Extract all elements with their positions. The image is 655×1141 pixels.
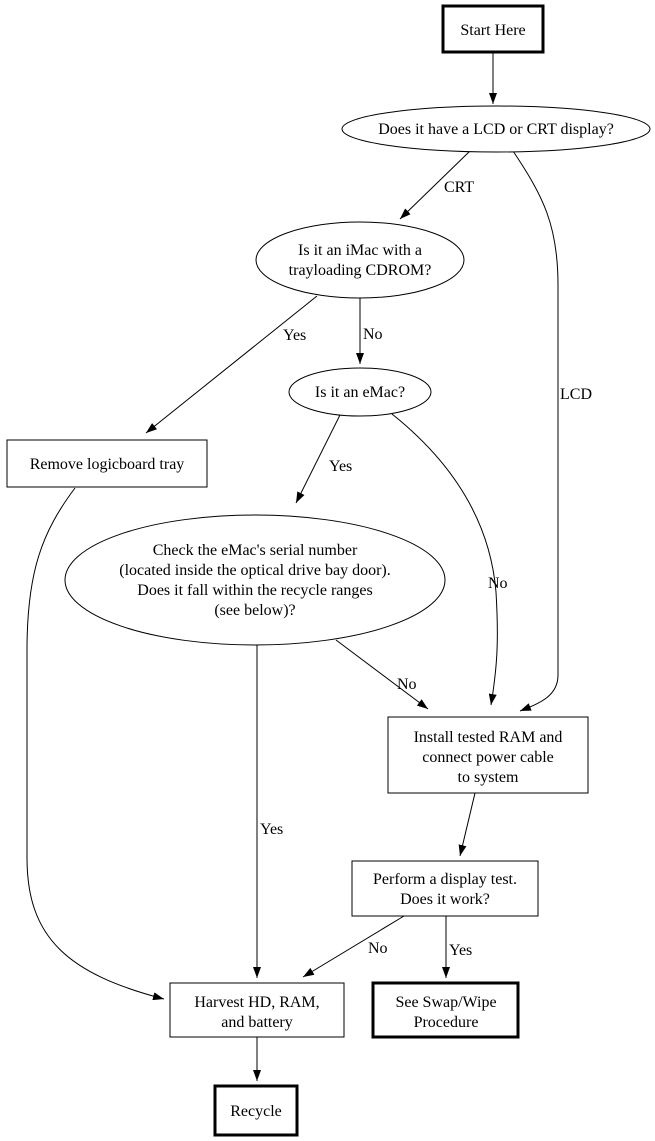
serial-check-ellipse — [65, 515, 445, 645]
edge-display-question-crt — [400, 151, 474, 219]
edge-test-no — [303, 916, 404, 977]
install-ram-label-line2: connect power cable — [422, 749, 554, 766]
display-question-label: Does it have a LCD or CRT display? — [378, 121, 614, 138]
edge-emac-yes — [296, 415, 352, 503]
node-display-test — [352, 861, 538, 916]
edge-trayloading-yes — [146, 296, 317, 433]
install-ram-label-line3: to system — [457, 769, 519, 786]
node-display-question — [342, 106, 650, 152]
edge-path — [513, 151, 558, 711]
start-here-label: Start Here — [460, 22, 526, 39]
edge-label-emac-no: No — [488, 575, 508, 592]
edge-serial-no — [336, 640, 428, 709]
trayloading-question-ellipse — [256, 222, 464, 298]
node-trayloading-question — [256, 222, 464, 298]
edge-trayloading-no — [360, 298, 383, 364]
node-harvest — [170, 983, 344, 1037]
serial-check-label-line1: Check the eMac's serial number — [152, 542, 358, 559]
harvest-label-line1: Harvest HD, RAM, — [194, 994, 320, 1011]
edge-path — [303, 916, 404, 977]
edge-display-question-lcd — [513, 151, 592, 711]
serial-check-label-line3: Does it fall within the recycle ranges — [137, 582, 373, 599]
node-install-ram — [388, 717, 588, 793]
edge-install-to-display-test — [460, 793, 475, 856]
edge-path — [336, 640, 428, 709]
edge-path — [146, 296, 317, 433]
edge-test-yes — [446, 916, 472, 978]
serial-check-label-line4: (see below)? — [214, 602, 296, 619]
swap-wipe-label-line2: Procedure — [413, 1014, 479, 1031]
node-recycle — [215, 1086, 297, 1135]
node-start-here — [443, 6, 543, 52]
node-emac-question — [289, 368, 431, 416]
recycle-label: Recycle — [230, 1103, 282, 1120]
edge-label-serial-yes: Yes — [260, 821, 284, 838]
edge-label-tray-no: No — [363, 326, 383, 343]
emac-question-label: Is it an eMac? — [314, 384, 406, 401]
display-test-label-line2: Does it work? — [400, 891, 490, 908]
edge-label-emac-yes: Yes — [329, 458, 353, 475]
node-serial-check — [65, 515, 445, 645]
remove-logicboard-tray-label: Remove logicboard tray — [29, 456, 185, 473]
edge-label-tray-yes: Yes — [283, 327, 307, 344]
trayloading-question-label-line1: Is it an iMac with a — [298, 242, 422, 259]
serial-check-label-line2: (located inside the optical drive bay door). — [119, 562, 391, 579]
edge-serial-yes — [257, 645, 283, 978]
edge-label-test-no: No — [368, 940, 388, 957]
edge-path — [460, 793, 475, 856]
node-swap-wipe — [373, 983, 518, 1037]
edge-label-serial-no: No — [397, 676, 417, 693]
trayloading-question-label-line2: trayloading CDROM? — [288, 262, 432, 279]
display-test-label-line1: Perform a display test. — [373, 871, 517, 888]
install-ram-label-line1: Install tested RAM and — [413, 729, 563, 746]
edge-label-crt: CRT — [444, 179, 475, 196]
edge-label-lcd: LCD — [560, 386, 592, 403]
edge-label-test-yes: Yes — [449, 942, 473, 959]
node-remove-logicboard-tray — [7, 440, 207, 487]
harvest-label-line2: and battery — [221, 1014, 293, 1031]
swap-wipe-label-line1: See Swap/Wipe — [395, 994, 497, 1011]
